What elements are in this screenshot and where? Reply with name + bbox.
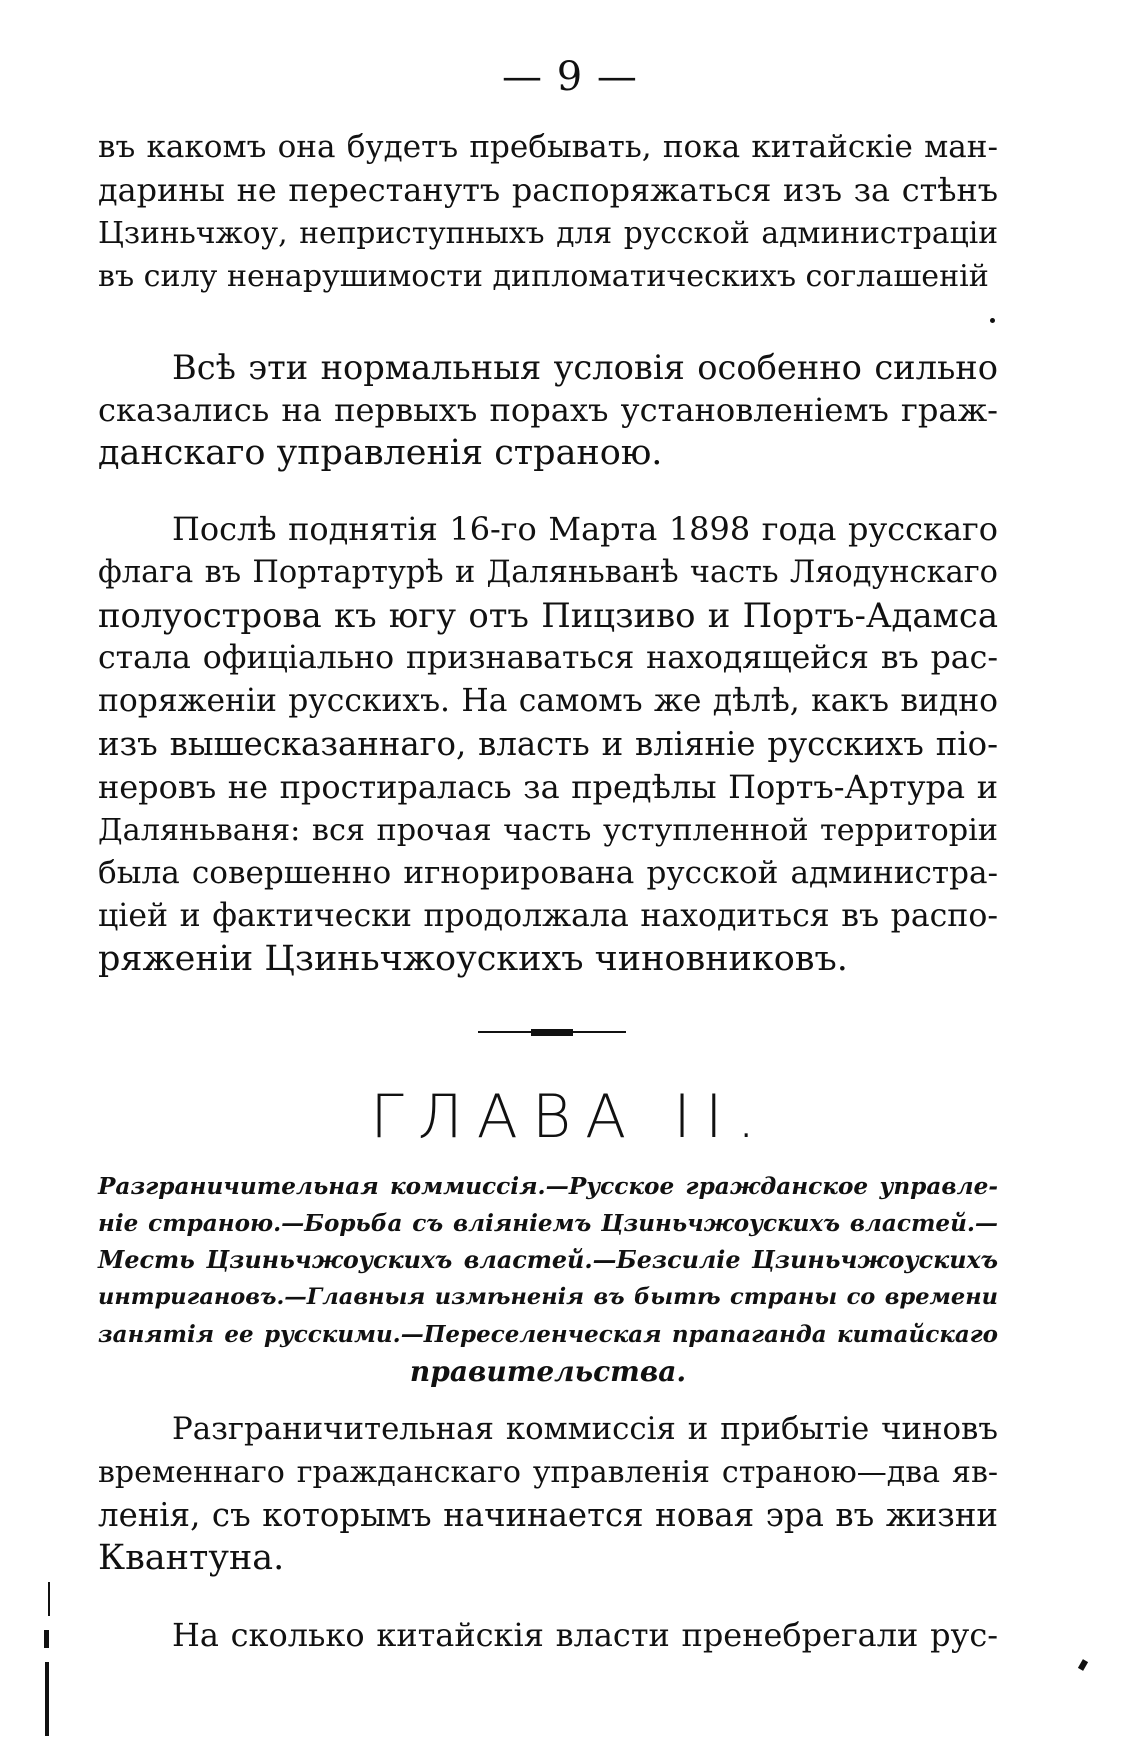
summary-line: Разграничительная коммиссія.—Русское гражданское управле- [98,1173,998,1200]
text-line: ленія, съ которымъ начинается новая эра въ жизни [98,1496,998,1534]
paragraph-continuation [98,126,998,298]
page-number: — 9 — [502,54,638,100]
text-line: Цзиньчжоу, неприступныхъ для русской администраціи [98,216,998,251]
summary-line: интригановъ.—Главныя измѣненія въ бытѣ страны со времени [98,1284,998,1310]
paragraph-flag-raising [98,508,998,981]
text-line: Даляньваня: вся прочая часть уступленной территоріи [98,813,998,848]
stray-dot-mark [990,318,995,323]
summary-line: Месть Цзиньчжоускихъ властей.—Безсиліе Цзиньчжоускихъ [98,1246,998,1274]
margin-scan-mark [48,1582,50,1616]
text-line: временнаго гражданскаго управленія страною—два яв- [98,1455,998,1490]
margin-scan-mark [1078,1659,1088,1671]
text-line: Послѣ поднятія 16-го Марта 1898 года русскаго [172,510,998,548]
section-separator-rule [478,1028,626,1036]
chapter-summary [98,1168,998,1390]
text-line: въ силу ненарушимости дипломатическихъ соглашеній [98,259,989,294]
text-line: ряженіи Цзиньчжоускихъ чиновниковъ. [98,939,848,979]
summary-line: занятія ее русскими.—Переселенческая прапаганда китайскаго [98,1321,998,1348]
margin-scan-mark [45,1662,49,1736]
margin-scan-mark [44,1630,49,1648]
text-line: стала офиціально признаваться находящейся въ рас- [98,640,998,676]
text-line: изъ вышесказаннаго, власть и вліяніе русскихъ піо- [98,725,998,763]
text-line: была совершенно игнорирована русской администра- [98,855,998,891]
text-line: флага въ Портартурѣ и Даляньванѣ часть Ляодунскаго [98,555,998,590]
paragraph-conditions [98,346,998,475]
paragraph-chinese-authorities [98,1614,998,1657]
text-line: въ какомъ она будетъ пребывать, пока китайскіе ман- [98,129,998,165]
chapter-heading: ГЛАВА II. [370,1082,770,1152]
text-line: данскаго управленія страною. [98,433,663,473]
summary-line: правительства. [409,1355,687,1388]
paragraph-commission [98,1408,998,1580]
text-line: сказались на первыхъ порахъ установленіемъ граж- [98,391,998,429]
text-line: дарины не перестанутъ распоряжаться изъ за стѣнъ [98,171,998,209]
text-line: полуострова къ югу отъ Пицзиво и Портъ-Адамса [98,596,998,635]
text-line: Разграничительная коммиссія и прибытіе чиновъ [172,1411,998,1447]
text-line: поряженіи русскихъ. На самомъ же дѣлѣ, какъ видно [98,683,998,719]
summary-line: ніе страною.—Борьба съ вліяніемъ Цзиньчжоускихъ властей.— [98,1210,998,1237]
text-line: Квантуна. [98,1538,285,1578]
text-line: На сколько китайскія власти пренебрегали рус- [172,1616,998,1654]
text-line: Всѣ эти нормальныя условія особенно сильно [172,348,998,387]
text-line: неровъ не простиралась за предѣлы Портъ-Артура и [98,768,998,806]
text-line: ціей и фактически продолжала находиться въ распо- [98,898,998,934]
